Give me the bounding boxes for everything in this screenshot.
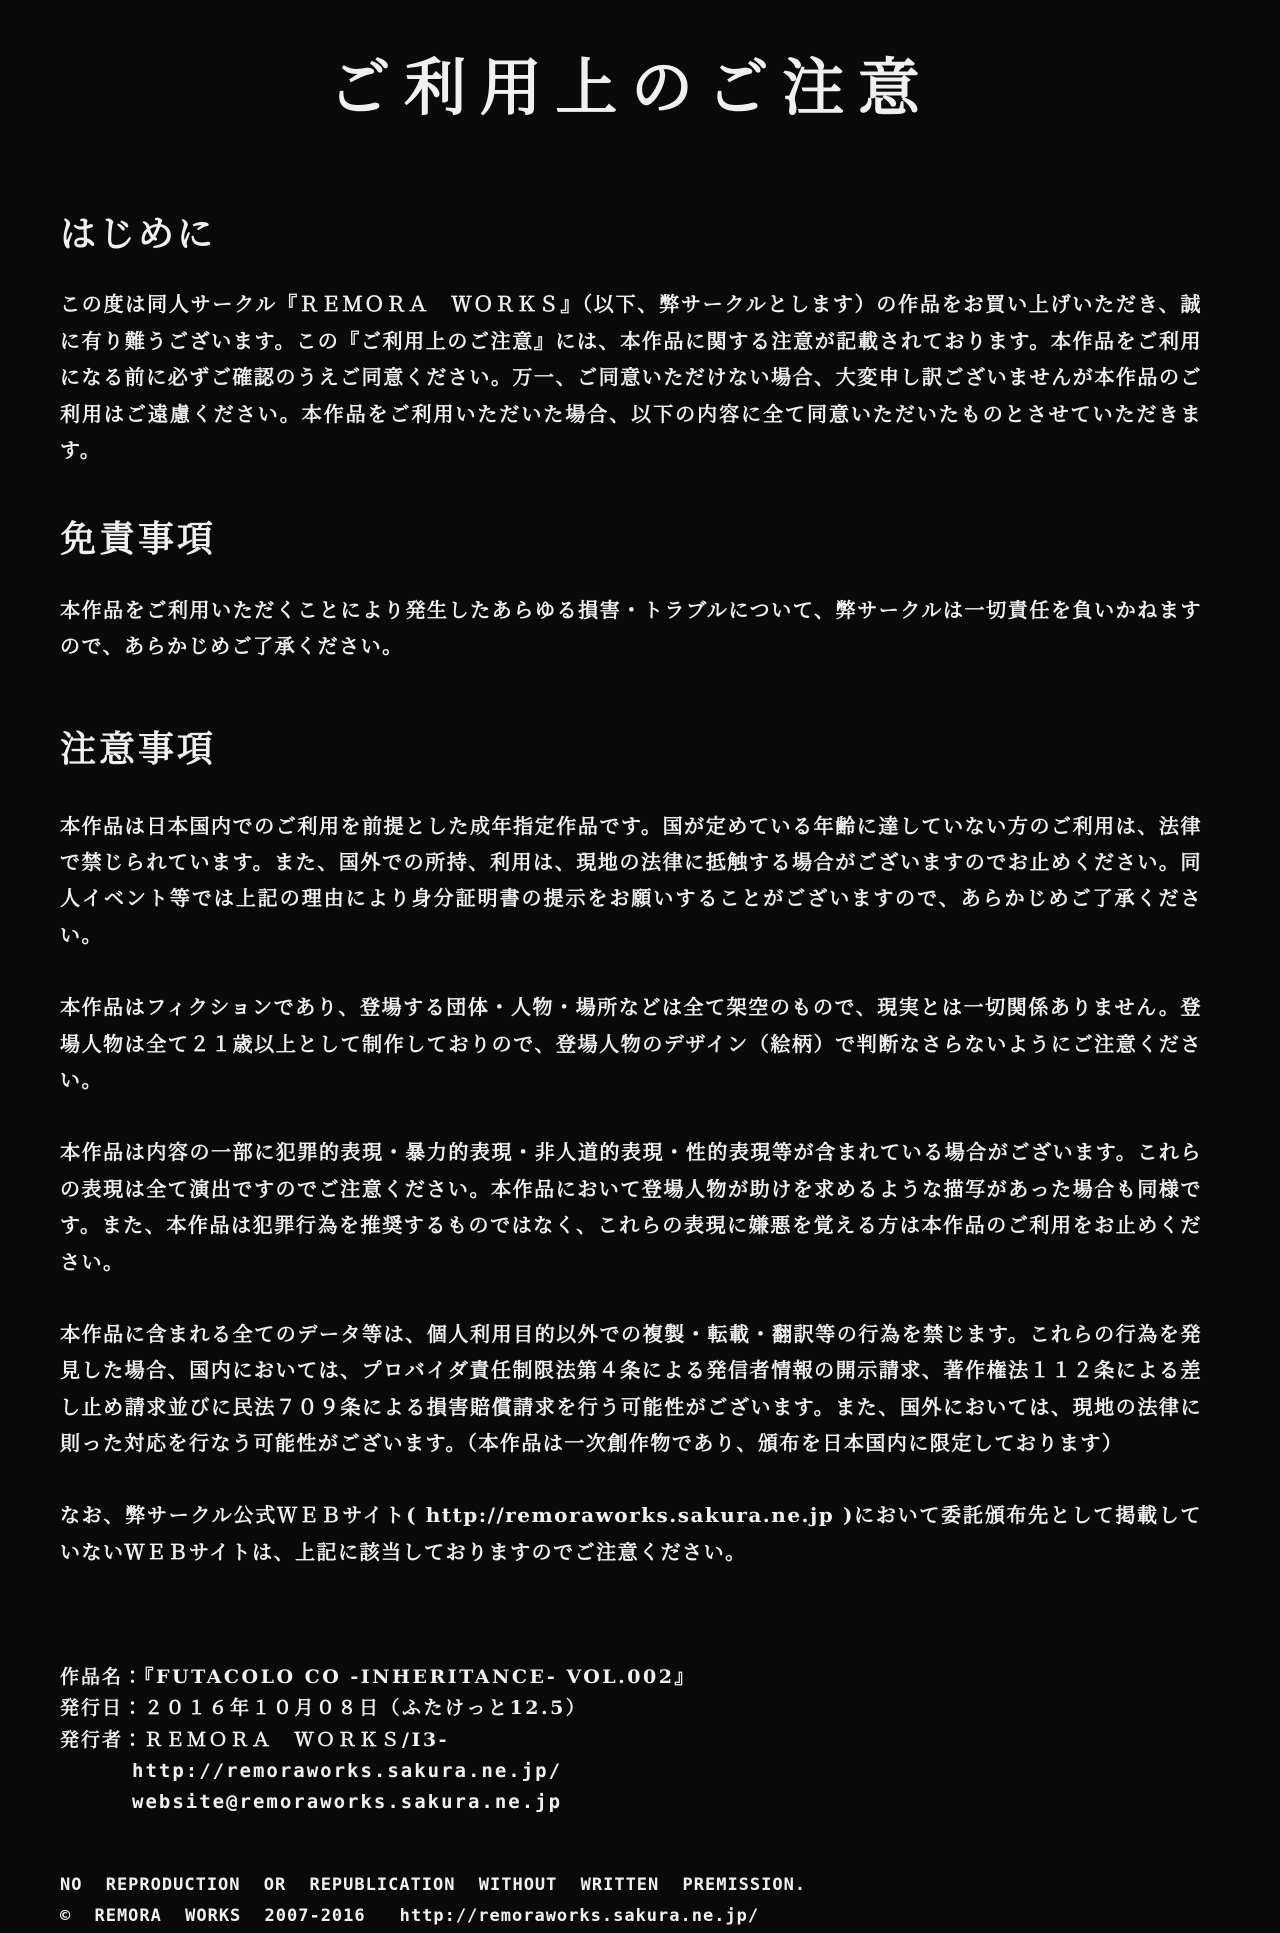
copyright-url: http://remoraworks.sakura.ne.jp/ xyxy=(399,1906,760,1927)
caution-paragraph-age-restriction: 本作品は日本国内でのご利用を前提とした成年指定作品です。国が定めている年齢に達していない方のご利用は、法律で禁じられています。また、国外での所持、利用は、現地の法律に抵触する場合がございますのでお止めください。同人イベント等では上記の理由により身分証明書の提示をお願いすることがございますので、あらかじめご了承ください。 xyxy=(60,813,1202,947)
section-heading-cautions: 注意事項 xyxy=(60,728,217,771)
caution-paragraph-copyright-law: 本作品に含まれる全てのデータ等は、個人利用目的以外での複製・転載・翻訳等の行為を禁じます。これらの行為を発見した場合、国内においては、プロバイダ責任制限法第４条による発信者情報の開示請求、著作権法１１２条による差し止め請求並びに民法７０９条による損害賠償請求を行う可能性がございます。また、国外においては、現地の法律に則った対応を行なう可能性がございます。（本作品は一次創作物であり、頒布を日本国内に限定しております） xyxy=(60,1321,1202,1456)
introduction-paragraph: この度は同人サークル『ＲＥＭＯＲＡ ＷＯＲＫＳ』（以下、弊サークルとします）の作品をお買い上げいただき、誠に有り難うございます。この『ご利用上のご注意』には、本作品に関する注意が記載されております。本作品をご利用になる前に必ずご確認のうえご同意ください。万一、ご同意いただけない場合、大変申し訳ございませんが本作品のご利用はご遠慮ください。本作品をご利用いただいた場合、以下の内容に全て同意いただいたものとさせていただきます。 xyxy=(60,292,1202,463)
work-title-label: 作品名： xyxy=(60,1666,145,1689)
publisher-email: website@remoraworks.sakura.ne.jp xyxy=(132,1790,563,1813)
page-title: ご利用上のご注意 xyxy=(328,51,934,124)
section-heading-disclaimer: 免責事項 xyxy=(60,518,217,561)
publish-date-label: 発行日： xyxy=(60,1697,145,1720)
colophon-row-publisher xyxy=(60,1725,1202,1756)
caution-paragraph-official-website: なお、弊サークル公式ＷＥＢサイト( http://remoraworks.sakura.ne.jp )において委託頒布先として掲載していないＷＥＢサイトは、上記に該当しておりますのでご注意ください。 xyxy=(60,1503,1202,1564)
colophon-row-work-title xyxy=(60,1662,1202,1693)
publisher-website-url: http://remoraworks.sakura.ne.jp/ xyxy=(132,1759,563,1782)
publish-date-value: ２０１６年１０月０８日（ふたけっと12.5） xyxy=(144,1697,588,1720)
publisher-label: 発行者： xyxy=(60,1728,145,1751)
publisher-value: ＲＥＭＯＲＡ ＷＯＲＫＳ/I3- xyxy=(144,1728,449,1751)
caution-paragraph-fiction: 本作品はフィクションであり、登場する団体・人物・場所などは全て架空のもので、現実とは一切関係ありません。登場人物は全て２１歳以上として制作しておりので、登場人物のデザイン（絵柄）で判断なさらないようにご注意ください。 xyxy=(60,995,1202,1092)
section-disclaimer xyxy=(60,518,1202,664)
copyright-line xyxy=(60,1901,1202,1932)
colophon-row-publish-date xyxy=(60,1693,1202,1724)
section-heading-introduction: はじめに xyxy=(60,213,217,256)
copyright-footer xyxy=(60,1870,1202,1933)
colophon xyxy=(60,1662,1202,1818)
section-cautions xyxy=(60,728,1202,1570)
disclaimer-paragraph: 本作品をご利用いただくことにより発生したあらゆる損害・トラブルについて、弊サークルは一切責任を負いかねますので、あらかじめご了承ください。 xyxy=(60,597,1202,659)
work-title-value: 『FUTACOLO CO -INHERITANCE- VOL.002』 xyxy=(144,1666,696,1689)
section-introduction xyxy=(60,213,1202,468)
caution-paragraph-expressions: 本作品は内容の一部に犯罪的表現・暴力的表現・非人道的表現・性的表現等が含まれている場合がございます。これらの表現は全て演出ですのでご注意ください。本作品において登場人物が助けを求めるような描写があった場合も同様です。また、本作品は犯罪行為を推奨するものではなく、これらの表現に嫌悪を覚える方は本作品のご利用をお止めください。 xyxy=(60,1140,1202,1274)
no-reproduction-notice: NO REPRODUCTION OR REPUBLICATION WITHOUT WRITTEN PREMISSION. xyxy=(60,1875,807,1896)
copyright-text: © REMORA WORKS 2007-2016 xyxy=(60,1906,366,1927)
